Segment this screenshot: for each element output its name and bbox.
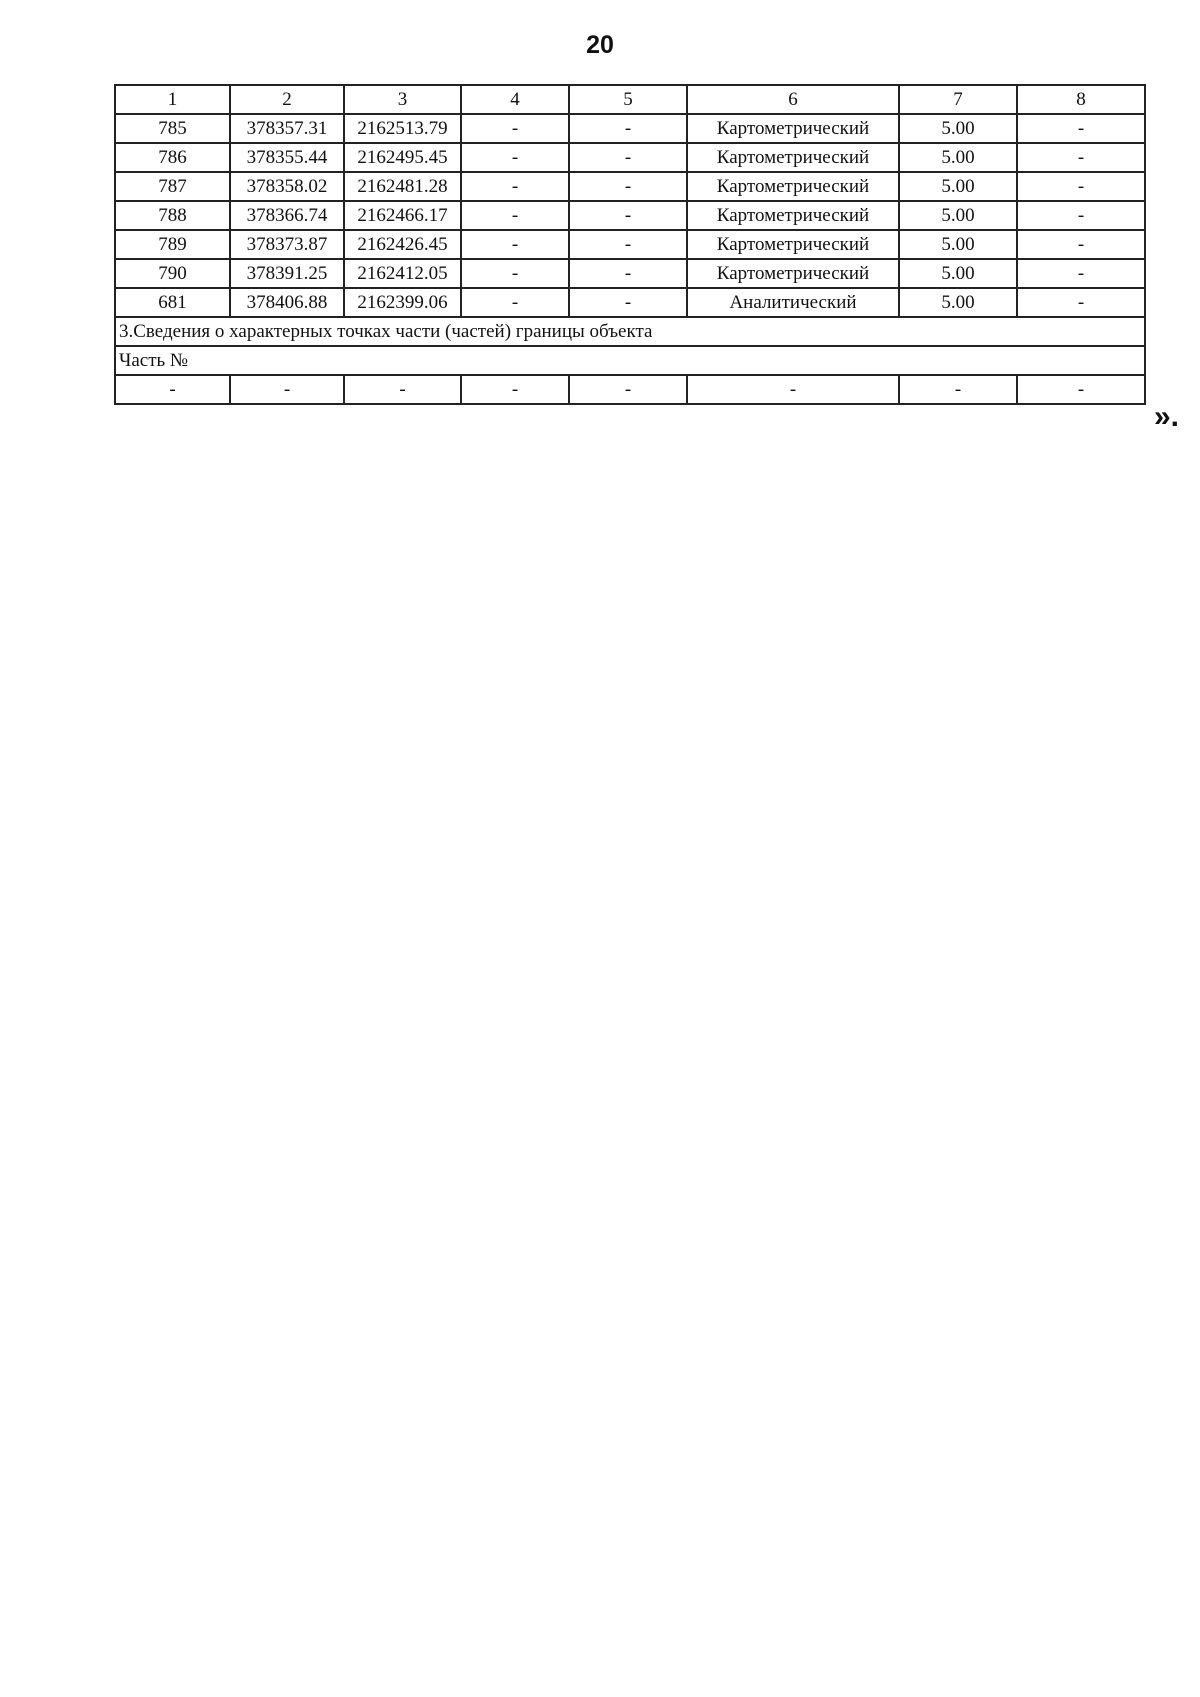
table-row (115, 143, 1145, 172)
table-cell: Картометрический (687, 230, 899, 259)
table-cell: 378406.88 (230, 288, 344, 317)
table-cell: 790 (115, 259, 230, 288)
table-cell: 681 (115, 288, 230, 317)
table-cell: Картометрический (687, 114, 899, 143)
table-cell: - (569, 172, 687, 201)
table-cell: - (115, 375, 230, 404)
table-cell: - (687, 375, 899, 404)
column-header: 7 (899, 85, 1017, 114)
table-row (115, 114, 1145, 143)
table-cell: - (899, 375, 1017, 404)
table-cell: - (1017, 172, 1145, 201)
table-cell: - (1017, 143, 1145, 172)
page-number: 20 (586, 31, 614, 59)
table-cell: 378357.31 (230, 114, 344, 143)
section-title-row (115, 317, 1145, 346)
table-cell: - (344, 375, 461, 404)
column-header: 1 (115, 85, 230, 114)
table-cell: - (1017, 230, 1145, 259)
table-cell: - (461, 259, 569, 288)
table-cell: Картометрический (687, 172, 899, 201)
column-header: 8 (1017, 85, 1145, 114)
table-cell: - (461, 201, 569, 230)
column-header: 4 (461, 85, 569, 114)
table-cell: 378373.87 (230, 230, 344, 259)
table-cell: 378366.74 (230, 201, 344, 230)
table-cell: 378358.02 (230, 172, 344, 201)
table-cell: - (1017, 375, 1145, 404)
table-cell: 2162426.45 (344, 230, 461, 259)
table-cell: 5.00 (899, 230, 1017, 259)
table-cell: 786 (115, 143, 230, 172)
column-header: 5 (569, 85, 687, 114)
table-row (115, 201, 1145, 230)
table-cell: 5.00 (899, 143, 1017, 172)
table-row (115, 288, 1145, 317)
table-cell: - (569, 230, 687, 259)
table-row (115, 172, 1145, 201)
part-row (115, 375, 1145, 404)
table-cell: 5.00 (899, 201, 1017, 230)
coordinates-table (114, 84, 1146, 405)
table-cell: - (230, 375, 344, 404)
table-cell: 2162412.05 (344, 259, 461, 288)
table-cell: Картометрический (687, 201, 899, 230)
table-cell: - (569, 375, 687, 404)
table-cell: 789 (115, 230, 230, 259)
part-label-row (115, 346, 1145, 375)
table-cell: 5.00 (899, 288, 1017, 317)
table-cell: Картометрический (687, 143, 899, 172)
closing-quote-mark: ». (1154, 400, 1180, 433)
column-header: 6 (687, 85, 899, 114)
table-cell: - (569, 288, 687, 317)
table-cell: - (461, 172, 569, 201)
table-cell: - (1017, 259, 1145, 288)
table-cell: 5.00 (899, 114, 1017, 143)
table-cell: - (461, 114, 569, 143)
table-cell: - (461, 375, 569, 404)
table-cell: Картометрический (687, 259, 899, 288)
table-cell: - (1017, 288, 1145, 317)
table-cell: - (569, 201, 687, 230)
table-cell: 5.00 (899, 172, 1017, 201)
table-cell: 5.00 (899, 259, 1017, 288)
table-cell: 2162513.79 (344, 114, 461, 143)
table-cell: 2162399.06 (344, 288, 461, 317)
table-cell: 378355.44 (230, 143, 344, 172)
table-cell: Аналитический (687, 288, 899, 317)
table-cell: - (461, 288, 569, 317)
part-label: Часть № (115, 346, 1145, 375)
column-header: 2 (230, 85, 344, 114)
section-title: 3.Сведения о характерных точках части (частей) границы объекта (115, 317, 1145, 346)
table-cell: 2162466.17 (344, 201, 461, 230)
table-cell: 378391.25 (230, 259, 344, 288)
table-cell: - (569, 259, 687, 288)
table-cell: - (1017, 201, 1145, 230)
table-row (115, 259, 1145, 288)
table-cell: - (1017, 114, 1145, 143)
table-cell: 785 (115, 114, 230, 143)
table-cell: 787 (115, 172, 230, 201)
table-cell: 2162481.28 (344, 172, 461, 201)
table-cell: - (569, 143, 687, 172)
table-cell: 2162495.45 (344, 143, 461, 172)
table-header-row (115, 85, 1145, 114)
column-header: 3 (344, 85, 461, 114)
table-cell: - (569, 114, 687, 143)
table-cell: 788 (115, 201, 230, 230)
table-cell: - (461, 143, 569, 172)
table-row (115, 230, 1145, 259)
table-cell: - (461, 230, 569, 259)
